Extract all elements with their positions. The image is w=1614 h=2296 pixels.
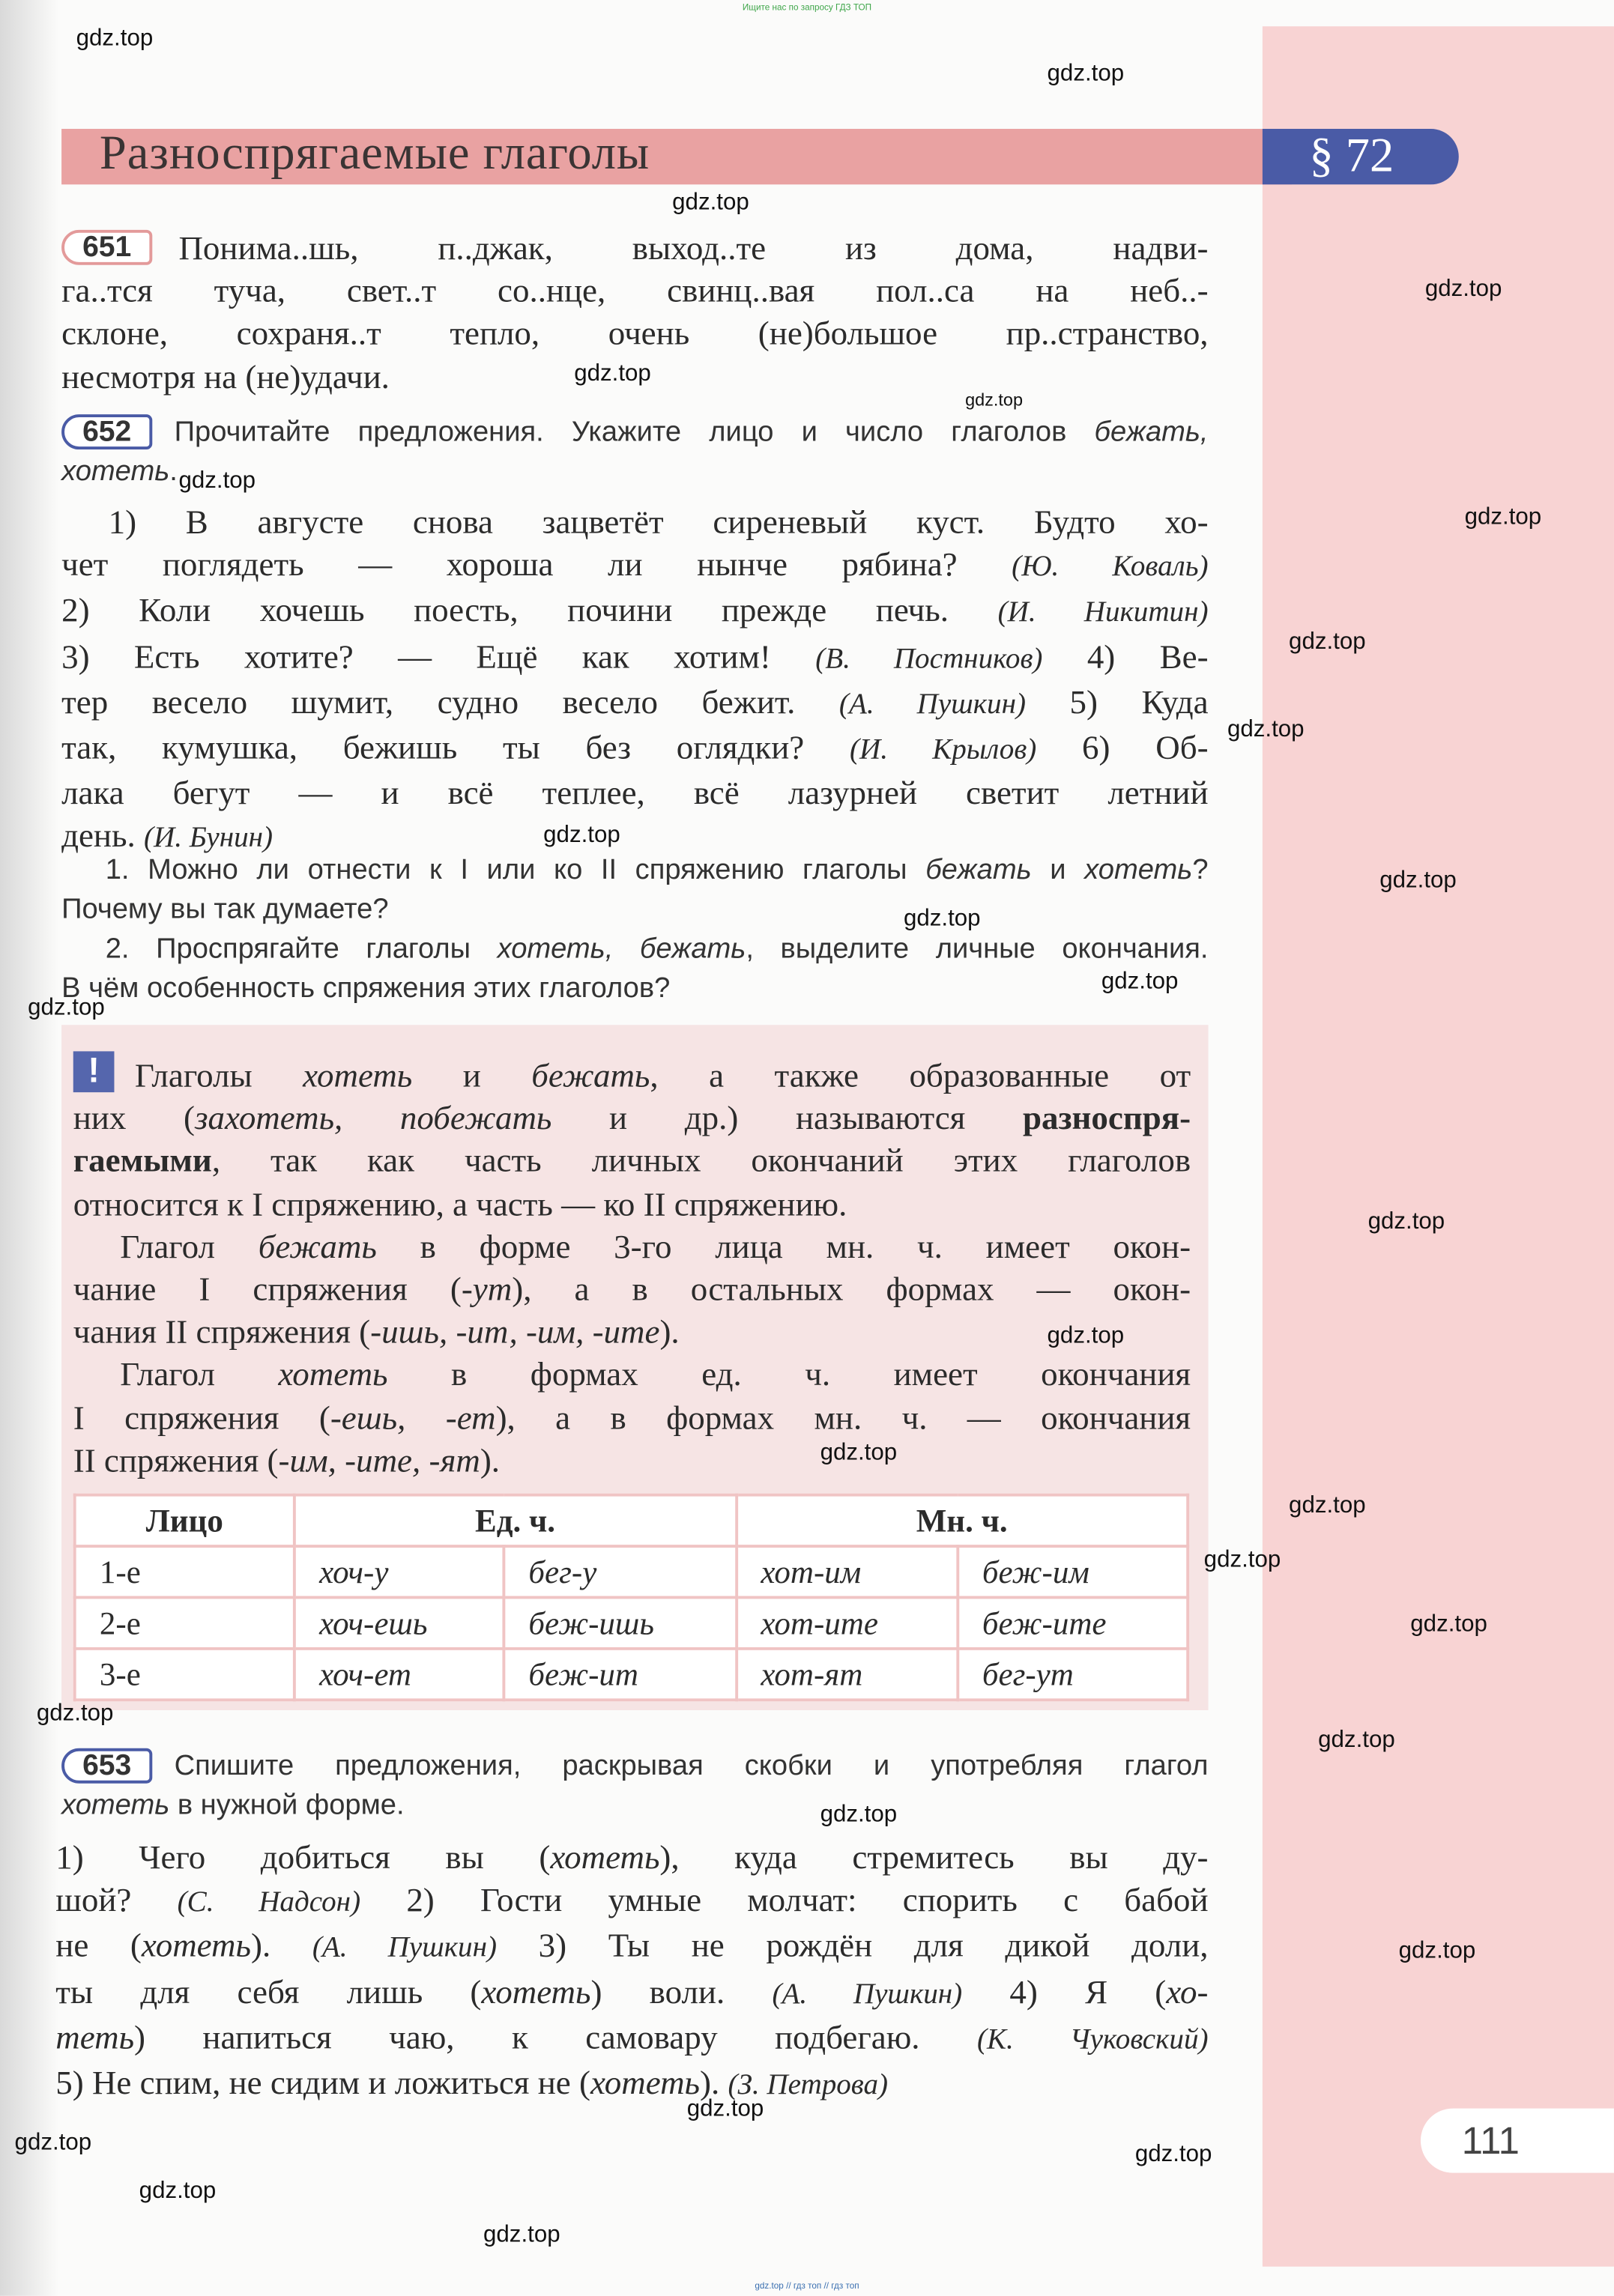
text-segment: хотеть	[481, 1973, 591, 2010]
text-segment: хотеть	[61, 455, 170, 488]
text-segment: Почему вы так думаете?	[61, 893, 389, 926]
text-segment: ), а в формах мн. ч. — окончания	[495, 1399, 1191, 1436]
table-header-row	[75, 1495, 1188, 1546]
watermark: gdz.top	[36, 1701, 114, 1727]
text-line	[55, 2016, 1208, 2062]
text-segment: Глагол	[120, 1228, 259, 1265]
text-segment: , выделите личные окончания.	[746, 933, 1209, 966]
text-segment: га..тся туча, свет..т со..нце, свинц..вая пол..са на неб..-	[61, 272, 1209, 309]
source-citation: (С. Надсон)	[177, 1885, 361, 1918]
exercise-653-text	[55, 1836, 1208, 2107]
cell: хот-ят	[736, 1649, 957, 1700]
source-citation: (А. Пушкин)	[312, 1931, 498, 1964]
text-line	[61, 635, 1208, 681]
text-segment: хотеть	[1084, 853, 1193, 886]
rule-text	[73, 1054, 1191, 1482]
watermark: gdz.top	[178, 468, 256, 494]
source-citation: (З. Петрова)	[728, 2068, 889, 2101]
page-title: Разноспрягаемые глаголы	[99, 127, 650, 181]
text-segment: 3) Ты не рождён для дикой доли,	[497, 1927, 1209, 1964]
text-segment: в форме 3-го лица мн. ч. имеет окон-	[376, 1228, 1191, 1265]
text-segment: , так как часть личных окончаний этих глаголов	[211, 1142, 1191, 1180]
cell: беж-им	[958, 1546, 1188, 1597]
watermark: gdz.top	[1289, 629, 1366, 655]
text-line	[55, 2062, 1208, 2107]
cell: беж-ит	[504, 1649, 736, 1700]
text-segment: разноспря-	[1022, 1100, 1191, 1137]
text-line	[73, 1183, 1191, 1226]
text-line	[73, 1268, 1191, 1311]
text-line	[73, 1226, 1191, 1268]
text-segment: ).	[659, 1313, 680, 1351]
watermark: gdz.top	[1410, 1612, 1487, 1638]
cell: хот-им	[736, 1546, 957, 1597]
header-singular: Ед. ч.	[294, 1495, 736, 1546]
text-line	[73, 1097, 1191, 1139]
text-segment: не (	[55, 1927, 142, 1964]
text-segment: гаемыми	[73, 1142, 212, 1180]
text-segment: шой?	[55, 1882, 178, 1918]
text-line	[73, 1354, 1191, 1396]
text-line	[61, 1787, 1208, 1826]
text-line	[73, 1439, 1191, 1482]
text-line	[73, 1396, 1191, 1439]
watermark: gdz.top	[1134, 2142, 1212, 2167]
text-segment: В чём особенность спряжения этих глаголов?	[61, 972, 671, 1005]
text-segment: ?	[1192, 853, 1209, 886]
cell-person: 3-е	[75, 1649, 294, 1700]
text-segment: Прочитайте предложения. Укажите лицо и число глаголов	[174, 416, 1095, 449]
text-segment: них (	[73, 1100, 195, 1137]
text-line	[61, 930, 1208, 969]
watermark: gdz.top	[1203, 1548, 1281, 1573]
watermark: gdz.top	[965, 389, 1024, 411]
source-citation: (В. Постников)	[815, 642, 1043, 675]
watermark: gdz.top	[76, 26, 154, 52]
text-segment: склоне, сохраня..т тепло, очень (не)большое пр..странство,	[61, 315, 1209, 352]
text-segment: 1) В августе снова зацветёт сиреневый куст. Будто хо-	[108, 503, 1209, 541]
text-segment: бежать,	[1094, 416, 1209, 449]
cell: хоч-у	[294, 1546, 504, 1597]
exercise-652-text	[61, 500, 1208, 860]
text-segment: 2) Гости умные молчат: спорить с бабой	[360, 1882, 1209, 1918]
text-line	[55, 1970, 1208, 2016]
watermark: gdz.top	[483, 2223, 560, 2248]
watermark: gdz.top	[28, 996, 105, 1021]
section-number: § 72	[1263, 129, 1459, 184]
text-segment: ) напиться чаю, к самовару подбегаю.	[134, 2019, 977, 2056]
footer-note: gdz.top // гдз топ // гдз топ	[755, 2283, 859, 2292]
watermark: gdz.top	[1464, 505, 1542, 530]
exercise-651-badge: 651	[61, 230, 152, 265]
page-number: 111	[1421, 2109, 1614, 2173]
source-citation: (И. Бунин)	[143, 822, 273, 855]
exercise-653-instruction	[61, 1747, 1208, 1826]
text-segment: теть	[55, 2019, 135, 2056]
side-margin-panel	[1263, 26, 1614, 2267]
cell-person: 2-е	[75, 1597, 294, 1648]
text-line	[61, 772, 1208, 815]
text-segment: 2. Проспрягайте глаголы	[105, 933, 498, 966]
text-line	[61, 890, 1208, 930]
text-line	[73, 1139, 1191, 1182]
watermark: gdz.top	[1367, 1209, 1445, 1235]
text-line	[61, 851, 1208, 891]
text-segment: ).	[700, 2065, 728, 2101]
text-segment: несмотря на (не)удачи.	[61, 358, 390, 395]
text-segment: бежать	[925, 853, 1032, 886]
table-row	[75, 1546, 1188, 1597]
text-segment: ).	[480, 1441, 501, 1479]
watermark: gdz.top	[1101, 969, 1179, 995]
text-line	[55, 1879, 1208, 1924]
text-segment: I спряжения (	[73, 1399, 330, 1436]
watermark: gdz.top	[574, 361, 651, 387]
text-segment: хотеть	[278, 1356, 388, 1393]
header-plural: Мн. ч.	[736, 1495, 1188, 1546]
text-segment: и	[412, 1057, 532, 1094]
cell-person: 1-е	[75, 1546, 294, 1597]
text-segment: II спряжения (	[73, 1441, 279, 1479]
exercise-652-questions	[61, 851, 1208, 1009]
text-line	[61, 727, 1208, 772]
watermark: gdz.top	[686, 2096, 764, 2122]
text-segment: 2) Коли хочешь поесть, почини прежде печь.	[61, 592, 998, 629]
watermark: gdz.top	[820, 1802, 898, 1828]
text-segment: 5) Не спим, не сидим и ложиться не (	[55, 2065, 590, 2101]
source-citation: (А. Пушкин)	[772, 1977, 963, 2010]
watermark: gdz.top	[903, 906, 981, 932]
page-gutter-shadow	[0, 0, 58, 2296]
text-segment: хо-	[1166, 1973, 1209, 2010]
watermark: gdz.top	[1227, 717, 1305, 742]
text-segment: чет поглядеть — хороша ли нынче рябина?	[61, 546, 1012, 584]
text-segment: 5) Куда	[1026, 683, 1209, 721]
header-note: Ищите нас по запросу ГДЗ ТОП	[742, 4, 872, 13]
text-segment: ), куда стремитесь вы ду-	[659, 1838, 1209, 1876]
text-segment: лака бегут — и всё теплее, всё лазурней светит летний	[61, 775, 1209, 812]
cell: хот-ите	[736, 1597, 957, 1648]
text-segment: и др.) называются	[551, 1100, 1023, 1137]
exercise-652-badge: 652	[61, 414, 152, 449]
text-line	[61, 969, 1208, 1009]
text-segment: чания II спряжения (	[73, 1313, 371, 1351]
text-line	[61, 500, 1208, 543]
text-segment: хотеть	[141, 1927, 251, 1964]
text-line	[55, 1924, 1208, 1970]
text-line	[61, 544, 1208, 590]
text-segment: относится к I спряжению, а часть — ко II спряжению.	[73, 1185, 847, 1223]
text-segment: чание I спряжения (	[73, 1270, 462, 1308]
cell: бег-у	[504, 1546, 736, 1597]
source-citation: (К. Чуковский)	[976, 2023, 1209, 2056]
text-segment: захотеть, побежать	[194, 1100, 552, 1137]
text-line	[61, 413, 1208, 452]
cell: хоч-ет	[294, 1649, 504, 1700]
text-segment: 4) Я (	[962, 1973, 1167, 2010]
text-segment: 4) Ве-	[1042, 637, 1209, 675]
text-segment: день.	[61, 817, 144, 855]
text-line	[73, 1054, 1191, 1097]
text-segment: 3) Есть хотите? — Ещё как хотим!	[61, 637, 816, 675]
text-segment: хотеть	[303, 1057, 413, 1094]
conjugation-table	[73, 1494, 1189, 1702]
table-row	[75, 1597, 1188, 1648]
text-segment: бежать	[531, 1057, 650, 1094]
text-segment: -ешь, -ет	[330, 1399, 496, 1436]
text-segment: бежать	[258, 1228, 377, 1265]
exercise-653-badge: 653	[61, 1748, 152, 1784]
text-segment: ) воли.	[590, 1973, 773, 2010]
text-segment: .	[169, 455, 178, 488]
text-line	[61, 681, 1208, 727]
watermark: gdz.top	[1318, 1727, 1395, 1753]
text-segment: -ут	[461, 1270, 513, 1308]
cell: хоч-ешь	[294, 1597, 504, 1648]
text-segment: 1. Можно ли отнести к I или ко II спряжению глаголы	[105, 853, 926, 886]
cell: беж-ите	[958, 1597, 1188, 1648]
text-line	[61, 590, 1208, 635]
text-segment: в формах ед. ч. имеет окончания	[387, 1356, 1191, 1393]
text-segment: так, кумушка, бежишь ты без оглядки?	[61, 729, 850, 766]
text-segment: -ишь, -ит, -им, -ите	[370, 1313, 660, 1351]
watermark: gdz.top	[1424, 276, 1502, 302]
text-segment: ).	[250, 1927, 312, 1964]
watermark: gdz.top	[14, 2130, 92, 2156]
text-segment: в нужной форме.	[169, 1789, 405, 1822]
table-row	[75, 1649, 1188, 1700]
watermark: gdz.top	[1047, 1323, 1125, 1349]
text-segment: , а также образованные от	[650, 1057, 1191, 1094]
text-segment: ты для себя лишь (	[55, 1973, 482, 2010]
text-segment: Понима..шь, п..джак, выход..те из дома, надви-	[178, 229, 1209, 267]
text-segment: хотеть	[590, 2065, 701, 2101]
text-segment: -им, -ите, -ят	[278, 1441, 480, 1479]
text-segment: ), а в остальных формах — окон-	[512, 1270, 1191, 1308]
watermark: gdz.top	[139, 2178, 217, 2204]
text-segment: хотеть	[61, 1789, 170, 1822]
text-line	[73, 1311, 1191, 1354]
watermark: gdz.top	[672, 190, 749, 216]
watermark: gdz.top	[820, 1441, 898, 1466]
text-segment: хотеть, бежать	[497, 933, 746, 966]
text-line	[61, 1747, 1208, 1787]
text-segment: 6) Об-	[1036, 729, 1209, 766]
source-citation: (И. Никитин)	[997, 596, 1209, 629]
source-citation: (Ю. Коваль)	[1012, 551, 1209, 584]
exclamation-icon: !	[73, 1051, 115, 1092]
text-line	[61, 227, 1208, 270]
header-person: Лицо	[75, 1495, 294, 1546]
watermark: gdz.top	[1379, 868, 1457, 894]
cell: бег-ут	[958, 1649, 1188, 1700]
text-line	[61, 312, 1208, 355]
text-line	[61, 270, 1208, 312]
cell: беж-ишь	[504, 1597, 736, 1648]
source-citation: (И. Крылов)	[850, 733, 1037, 766]
text-segment: тер весело шумит, судно весело бежит.	[61, 683, 839, 721]
source-citation: (А. Пушкин)	[838, 688, 1027, 721]
watermark: gdz.top	[1398, 1938, 1476, 1964]
text-segment: 1) Чего добиться вы (	[55, 1838, 551, 1876]
text-segment: Глагол	[120, 1356, 279, 1393]
watermark: gdz.top	[1289, 1493, 1366, 1518]
watermark: gdz.top	[543, 823, 620, 848]
watermark: gdz.top	[1047, 61, 1125, 87]
text-segment: Глаголы	[134, 1057, 303, 1094]
text-line	[55, 1836, 1208, 1879]
text-segment: хотеть	[550, 1838, 660, 1876]
text-segment: и	[1031, 853, 1085, 886]
text-segment: Спишите предложения, раскрывая скобки и употребляя глагол	[174, 1749, 1209, 1782]
